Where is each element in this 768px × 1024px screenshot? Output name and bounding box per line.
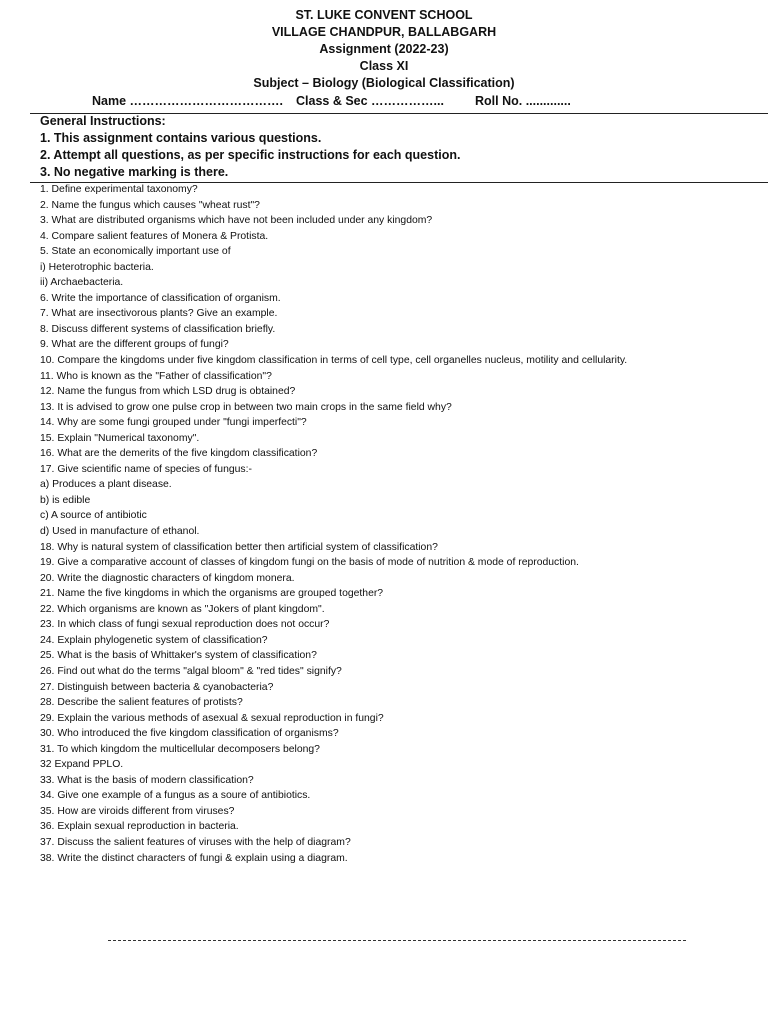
roll-no-field: Roll No. .............	[475, 94, 571, 108]
question-item: 28. Describe the salient features of protists?	[40, 697, 243, 709]
question-item: 18. Why is natural system of classification better then artificial system of classification?	[40, 541, 438, 553]
instruction-item: 1. This assignment contains various questions.	[40, 131, 322, 145]
question-item: 9. What are the different groups of fungi?	[40, 339, 229, 351]
question-item: 2. Name the fungus which causes "wheat rust"?	[40, 199, 260, 211]
question-list	[40, 182, 627, 866]
question-item: 7. What are insectivorous plants? Give an example.	[40, 308, 278, 320]
question-item: 3. What are distributed organisms which have not been included under any kingdom?	[40, 215, 433, 227]
question-item: 8. Discuss different systems of classification briefly.	[40, 323, 276, 335]
question-item: 26. Find out what do the terms "algal bloom" & "red tides" signify?	[40, 665, 342, 677]
question-item: 14. Why are some fungi grouped under "fungi imperfecti"?	[40, 417, 307, 429]
question-item: 1. Define experimental taxonomy?	[40, 184, 198, 195]
instruction-item: 2. Attempt all questions, as per specific instructions for each question.	[40, 148, 461, 162]
question-item: 36. Explain sexual reproduction in bacteria.	[40, 821, 239, 833]
question-item: 5. State an economically important use of	[40, 246, 231, 258]
question-item: 17. Give scientific name of species of fungus:-	[40, 463, 252, 475]
question-item: 19. Give a comparative account of classes of kingdom fungi on the basis of mode of nutrition & mode of reproduction.	[40, 557, 579, 569]
question-item: 12. Name the fungus from which LSD drug is obtained?	[40, 386, 296, 398]
question-item: a) Produces a plant disease.	[40, 479, 172, 491]
question-item: 4. Compare salient features of Monera & Protista.	[40, 230, 269, 242]
assignment-title: Assignment (2022-23)	[319, 42, 449, 56]
instructions-title: General Instructions:	[40, 114, 166, 128]
question-item: 27. Distinguish between bacteria & cyanobacteria?	[40, 681, 274, 693]
class-sec-field: Class & Sec ……………...	[296, 94, 444, 108]
question-item: 34. Give one example of a fungus as a soure of antibiotics.	[40, 790, 311, 802]
question-item: 23. In which class of fungi sexual reproduction does not occur?	[40, 619, 330, 631]
question-item: 6. Write the importance of classification of organism.	[40, 292, 281, 304]
question-item: i) Heterotrophic bacteria.	[40, 261, 154, 273]
instruction-item: 3. No negative marking is there.	[40, 165, 229, 179]
question-item: ii) Archaebacteria.	[40, 277, 124, 289]
question-item: 15. Explain "Numerical taxonomy".	[40, 432, 200, 444]
general-instructions	[40, 113, 460, 181]
question-item: 22. Which organisms are known as "Jokers of plant kingdom".	[40, 603, 325, 615]
question-item: 37. Discuss the salient features of viruses with the help of diagram?	[40, 836, 351, 848]
question-item: 29. Explain the various methods of asexual & sexual reproduction in fungi?	[40, 712, 384, 724]
question-item: 33. What is the basis of modern classification?	[40, 774, 254, 786]
question-item: 21. Name the five kingdoms in which the organisms are grouped together?	[40, 588, 384, 600]
question-item: 30. Who introduced the five kingdom classification of organisms?	[40, 728, 339, 740]
question-item: d) Used in manufacture of ethanol.	[40, 526, 200, 538]
question-item: c) A source of antibiotic	[40, 510, 147, 522]
question-item: 20. Write the diagnostic characters of kingdom monera.	[40, 572, 295, 584]
question-item: 11. Who is known as the "Father of classification"?	[40, 370, 272, 382]
question-item: 32 Expand PPLO.	[40, 759, 124, 771]
question-item: 35. How are viroids different from viruses?	[40, 805, 235, 817]
question-item: 16. What are the demerits of the five kingdom classification?	[40, 448, 318, 460]
footer-dashed-line	[108, 940, 686, 941]
question-item: 13. It is advised to grow one pulse crop in between two main crops in the same field why?	[40, 401, 452, 413]
question-item: 25. What is the basis of Whittaker's system of classification?	[40, 650, 317, 662]
student-fields	[0, 94, 768, 111]
name-field: Name ……………………………….	[92, 94, 283, 108]
question-item: 24. Explain phylogenetic system of classification?	[40, 634, 268, 646]
question-item: 38. Write the distinct characters of fungi & explain using a diagram.	[40, 852, 348, 864]
school-address: VILLAGE CHANDPUR, BALLABGARH	[271, 25, 497, 39]
question-item: b) is edible	[40, 494, 91, 506]
subject-title: Subject – Biology (Biological Classification)	[253, 76, 515, 90]
question-item: 31. To which kingdom the multicellular decomposers belong?	[40, 743, 320, 755]
question-item: 10. Compare the kingdoms under five kingdom classification in terms of cell type, cell organelles nucleus, motility and cellularity.	[40, 355, 628, 367]
school-name: ST. LUKE CONVENT SCHOOL	[295, 8, 473, 22]
class-title: Class XI	[359, 59, 409, 73]
document-header	[0, 7, 768, 92]
